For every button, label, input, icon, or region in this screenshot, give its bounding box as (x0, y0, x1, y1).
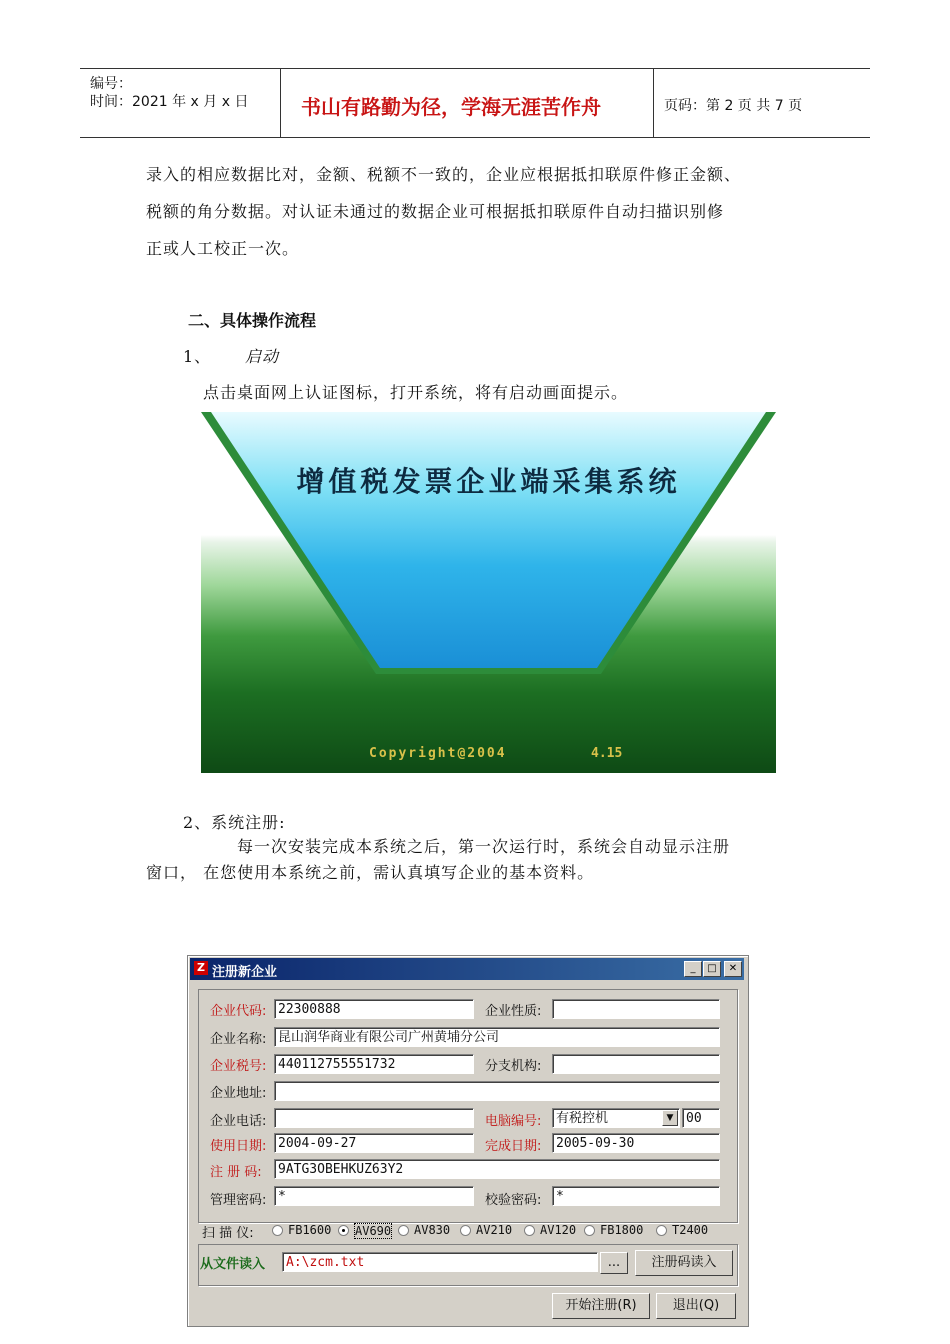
step-title: 启动 (245, 347, 280, 366)
scanner-option-selected[interactable]: AV690 (355, 1224, 392, 1238)
scanner-radio[interactable] (272, 1225, 283, 1236)
scanner-radio[interactable] (524, 1225, 535, 1236)
tax-number-field[interactable]: 440112755551732 (274, 1054, 474, 1074)
company-nature-field[interactable] (552, 999, 720, 1019)
header-page-number: 页码：第 2 页 共 7 页 (664, 98, 803, 114)
splash-screen (201, 412, 776, 773)
scanner-option[interactable]: FB1800 (600, 1223, 644, 1237)
label-address: 企业地址: (210, 1086, 267, 1101)
header-motto: 书山有路勤为径，学海无涯苦作舟 (301, 95, 601, 119)
label-tax-number: 企业税号: (210, 1059, 267, 1074)
step-title: 2、系统注册: (183, 813, 286, 832)
splash-copyright: Copyright@2004 (369, 746, 507, 761)
header-time: 时间：2021 年 x 月 x 日 (90, 94, 249, 110)
label-scanner: 扫 描 仪: (202, 1226, 254, 1241)
scanner-radio[interactable] (584, 1225, 595, 1236)
scanner-radio[interactable] (460, 1225, 471, 1236)
address-field[interactable] (274, 1081, 720, 1101)
splash-version: 4.15 (591, 746, 623, 761)
step-description: 窗口， 在您使用本系统之前，需认真填写企业的基本资料。 (146, 863, 595, 882)
scanner-radio-selected[interactable] (338, 1225, 349, 1236)
admin-password-field[interactable]: * (274, 1186, 474, 1206)
scanner-option[interactable]: AV210 (476, 1223, 513, 1237)
label-use-date: 使用日期: (210, 1139, 267, 1154)
label-company-nature: 企业性质: (485, 1004, 542, 1019)
finish-date-field[interactable]: 2005-09-30 (552, 1133, 720, 1153)
scanner-option[interactable]: FB1600 (288, 1223, 332, 1237)
branch-field[interactable] (552, 1054, 720, 1074)
paragraph-line: 录入的相应数据比对，金额、税额不一致的，企业应根据抵扣联原件修正金额、 (146, 165, 742, 184)
splash-title: 增值税发票企业端采集系统 (296, 465, 681, 498)
close-icon[interactable]: ✕ (724, 961, 742, 977)
label-admin-password: 管理密码: (210, 1193, 267, 1208)
dialog-titlebar[interactable] (190, 958, 744, 980)
minimize-icon[interactable]: _ (684, 961, 702, 977)
dialog-title: 注册新企业 (212, 965, 278, 980)
maximize-icon[interactable]: □ (703, 961, 721, 977)
company-code-field[interactable]: 22300888 (274, 999, 474, 1019)
step-description: 每一次安装完成本系统之后，第一次运行时，系统会自动显示注册 (237, 837, 731, 856)
use-date-field[interactable]: 2004-09-27 (274, 1133, 474, 1153)
computer-number-field[interactable]: 00 (682, 1108, 720, 1128)
scanner-option[interactable]: AV830 (414, 1223, 451, 1237)
step-description: 点击桌面网上认证图标，打开系统，将有启动画面提示。 (203, 383, 629, 402)
label-finish-date: 完成日期: (485, 1139, 542, 1154)
scanner-group (198, 1222, 736, 1240)
start-register-button[interactable]: 开始注册(R) (552, 1293, 650, 1319)
paragraph-line: 税额的角分数据。对认证未通过的数据企业可根据抵扣联原件自动扫描识别修 (146, 202, 725, 221)
paragraph-line: 正或人工校正一次。 (146, 239, 300, 258)
company-name-field[interactable]: 昆山润华商业有限公司广州黄埔分公司 (274, 1027, 720, 1047)
label-check-password: 校验密码: (485, 1193, 542, 1208)
scanner-option[interactable]: T2400 (672, 1223, 709, 1237)
scanner-radio[interactable] (398, 1225, 409, 1236)
label-branch: 分支机构: (485, 1059, 542, 1074)
phone-field[interactable] (274, 1108, 474, 1128)
label-read-file: 从文件读入 (200, 1257, 266, 1272)
section-title: 二、具体操作流程 (188, 311, 317, 330)
header-number: 编号： (90, 76, 132, 92)
exit-button[interactable]: 退出(Q) (656, 1293, 736, 1319)
label-phone: 企业电话: (210, 1114, 267, 1129)
label-reg-code: 注 册 码: (210, 1165, 262, 1180)
reg-code-field[interactable]: 9ATG3OBEHKUZ63Y2 (274, 1159, 720, 1179)
register-dialog (187, 955, 749, 1327)
computer-type-select[interactable]: 有税控机 (552, 1108, 680, 1128)
step-number: 1、 (183, 347, 212, 366)
header-center-cell (281, 69, 654, 137)
label-computer-number: 电脑编号: (485, 1114, 542, 1129)
header-right-cell (654, 69, 870, 137)
header-left-cell (80, 69, 281, 137)
check-password-field[interactable]: * (552, 1186, 720, 1206)
app-icon: Z (194, 961, 208, 975)
scanner-option[interactable]: AV120 (540, 1223, 577, 1237)
label-company-name: 企业名称: (210, 1032, 267, 1047)
label-company-code: 企业代码: (210, 1004, 267, 1019)
page-header (80, 68, 870, 138)
scanner-radio[interactable] (656, 1225, 667, 1236)
chevron-down-icon[interactable]: ▼ (662, 1110, 678, 1126)
browse-button[interactable]: ... (600, 1252, 628, 1274)
read-reg-code-button[interactable]: 注册码读入 (635, 1250, 733, 1276)
file-path-field[interactable]: A:\zcm.txt (282, 1252, 598, 1272)
